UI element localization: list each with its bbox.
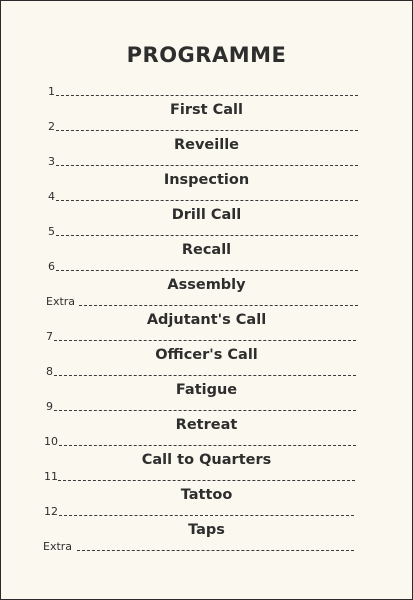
entry-call: First Call — [169, 102, 243, 118]
entry-number: 11 — [44, 470, 58, 483]
fill-in-line — [59, 515, 354, 516]
entry-call: Adjutant's Call — [146, 312, 267, 328]
programme-entry-2 — [1, 121, 412, 156]
entry-call: Retreat — [175, 417, 238, 433]
programme-entry-9 — [1, 401, 412, 436]
entry-number: 8 — [46, 365, 53, 378]
entry-number: 7 — [46, 330, 53, 343]
fill-in-line — [54, 340, 356, 341]
entry-call: Taps — [188, 522, 225, 538]
entry-call: Inspection — [163, 172, 250, 188]
entry-number: 10 — [44, 435, 58, 448]
fill-in-line — [56, 95, 358, 96]
page-title: PROGRAMME — [126, 43, 287, 67]
entry-number: 3 — [48, 155, 55, 168]
entry-number: 4 — [48, 190, 55, 203]
programme-entry-12 — [1, 506, 412, 541]
entry-call: Fatigue — [175, 382, 238, 398]
fill-in-line — [56, 130, 358, 131]
programme-entry-1 — [1, 86, 412, 121]
entry-call: Recall — [181, 242, 232, 258]
fill-in-line — [79, 305, 358, 306]
programme-entry-11 — [1, 471, 412, 506]
programme-entry-6 — [1, 261, 412, 296]
fill-in-line — [54, 410, 356, 411]
programme-entry-5 — [1, 226, 412, 261]
programme-entry-3 — [1, 156, 412, 191]
fill-in-line — [56, 235, 358, 236]
programme-entry-10 — [1, 436, 412, 471]
entry-number: 9 — [46, 400, 53, 413]
fill-in-line — [58, 480, 355, 481]
entry-call: Call to Quarters — [141, 452, 272, 468]
entry-call: Reveille — [173, 137, 240, 153]
programme-entry-7 — [1, 331, 412, 366]
fill-in-line — [54, 375, 356, 376]
entry-number: Extra — [46, 295, 76, 308]
programme-entry-extra-1 — [1, 296, 412, 331]
entry-call: Drill Call — [171, 207, 242, 223]
entry-number: 1 — [48, 85, 55, 98]
entry-call: Tattoo — [180, 487, 233, 503]
fill-in-line — [56, 200, 358, 201]
entry-number: Extra — [43, 540, 73, 553]
programme-entry-extra-2 — [1, 541, 412, 576]
entry-number: 2 — [48, 120, 55, 133]
entry-number: 6 — [48, 260, 55, 273]
entry-call: Assembly — [167, 277, 246, 293]
entry-number: 5 — [48, 225, 55, 238]
fill-in-line — [77, 550, 354, 551]
programme-entry-4 — [1, 191, 412, 226]
fill-in-line — [56, 270, 358, 271]
fill-in-line — [56, 165, 358, 166]
entry-number: 12 — [44, 505, 58, 518]
programme-entry-8 — [1, 366, 412, 401]
entry-call: Officer's Call — [155, 347, 258, 363]
fill-in-line — [59, 445, 356, 446]
